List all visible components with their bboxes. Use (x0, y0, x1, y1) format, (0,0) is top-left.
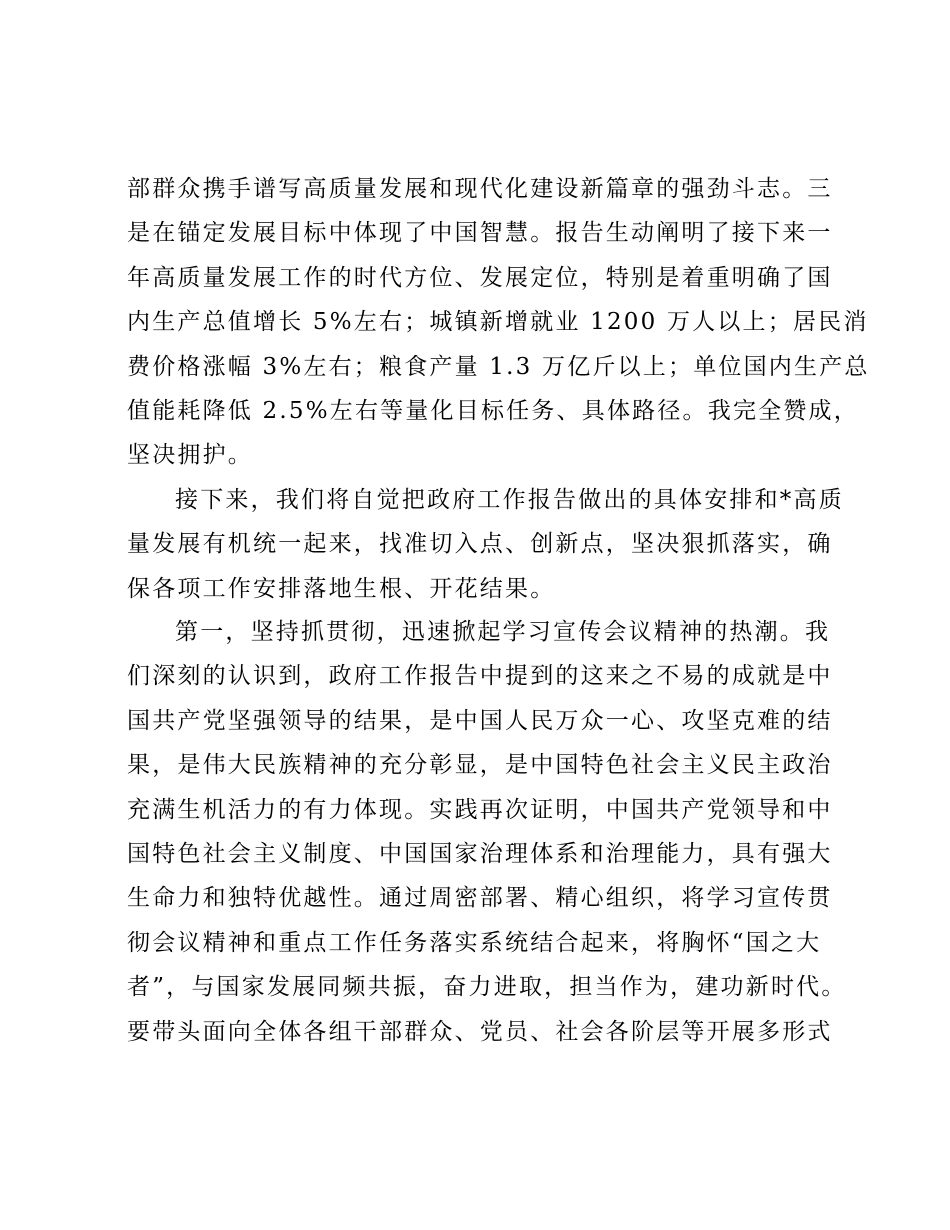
text-line: 年高质量发展工作的时代方位、发展定位，特别是着重明确了国 (127, 264, 833, 291)
text-line: 国共产党坚强领导的结果，是中国人民万众一心、攻坚克难的结 (127, 707, 833, 734)
text-line: 充满生机活力的有力体现。实践再次证明，中国共产党领导和中 (127, 796, 833, 823)
text-line: 国特色社会主义制度、中国国家治理体系和治理能力，具有强大 (127, 840, 833, 867)
text-line: 果，是伟大民族精神的充分彰显，是中国特色社会主义民主政治 (127, 752, 833, 779)
text-line: 者”，与国家发展同频共振，奋力进取，担当作为，建功新时代。 (127, 974, 847, 1001)
text-line: 是在锚定发展目标中体现了中国智慧。报告生动阐明了接下来一 (127, 220, 833, 247)
paragraph-continuation (127, 167, 870, 478)
text-line: 值能耗降低 2.5%左右等量化目标任务、具体路径。我完全赞成， (127, 397, 859, 424)
paragraph-next-steps (127, 478, 844, 611)
text-line: 接下来，我们将自觉把政府工作报告做出的具体安排和*高质 (175, 487, 844, 513)
text-line: 第一，坚持抓贯彻，迅速掀起学习宣传会议精神的热潮。我 (175, 619, 831, 645)
text-line: 量发展有机统一起来，找准切入点、创新点，坚决狠抓落实，确 (127, 531, 833, 558)
text-line: 部群众携手谱写高质量发展和现代化建设新篇章的强劲斗志。三 (127, 176, 833, 202)
text-line: 坚决拥护。 (127, 442, 253, 469)
text-line: 要带头面向全体各组干部群众、党员、社会各阶层等开展多形式 (127, 1018, 833, 1045)
paragraph-first-point (127, 610, 847, 1054)
text-line: 们深刻的认识到，政府工作报告中提到的这来之不易的成就是中 (127, 663, 833, 690)
text-line: 费价格涨幅 3%左右；粮食产量 1.3 万亿斤以上；单位国内生产总 (127, 353, 870, 380)
text-line: 内生产总值增长 5%左右；城镇新增就业 1200 万人以上；居民消 (127, 309, 869, 336)
text-line: 保各项工作安排落地生根、开花结果。 (127, 575, 556, 602)
text-line: 生命力和独特优越性。通过周密部署、精心组织，将学习宣传贯 (127, 885, 833, 912)
text-line: 彻会议精神和重点工作任务落实系统结合起来，将胸怀“国之大 (127, 929, 822, 956)
